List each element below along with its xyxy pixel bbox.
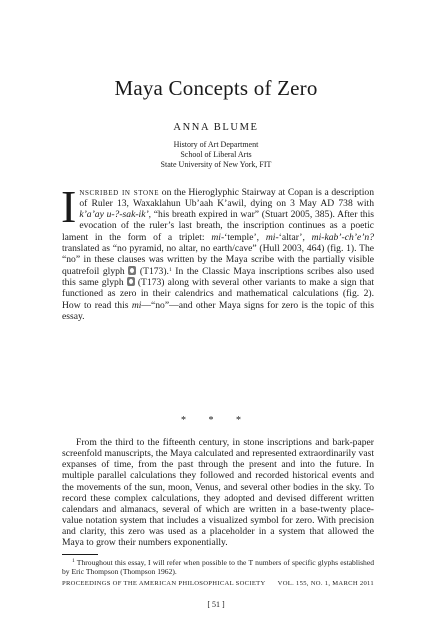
quatrefoil-glyph-icon	[127, 277, 135, 286]
italic-maya-word: mi	[131, 299, 142, 311]
text-run: —“no”—and other Maya signs for zero is the topic of this essay.	[62, 299, 374, 322]
affiliation-school: School of Liberal Arts	[180, 150, 252, 159]
italic-maya-phrase: k’a’ay u-?-sak-ik’,	[79, 209, 152, 221]
journal-name: PROCEEDINGS OF THE AMERICAN PHILOSOPHICAL SOCIETY	[62, 580, 266, 587]
lead-in-smallcaps: nscribed in stone	[79, 187, 160, 198]
page-number: [ 51 ]	[207, 600, 225, 609]
text-run: ‘altar’,	[278, 231, 312, 243]
drop-cap: I	[61, 181, 77, 232]
italic-maya-word: mi-	[265, 231, 279, 243]
italic-maya-word: mi-	[211, 231, 225, 243]
italic-maya-word: mi-kab’-ch’e’n?	[311, 231, 374, 243]
text-run: translated as “no pyramid, no altar, no earth/cave” (Hull 2003, 464) (fig. 1). The “no” in these clauses was written by the Maya scribe with the partially visible quatrefoil glyph	[62, 242, 374, 278]
footnote-text: Throughout this essay, I will refer when possible to the T numbers of specific glyphs established by Eric Thompson (Thompson 1962).	[62, 558, 374, 576]
affiliation-university: State University of New York, FIT	[160, 160, 272, 169]
opening-paragraph	[61, 181, 375, 322]
footnote	[62, 557, 374, 576]
affiliation-department: History of Art Department	[173, 140, 259, 149]
author-name: ANNA BLUME	[173, 122, 259, 133]
text-run: ‘temple’,	[224, 231, 266, 243]
footnote-reference: 1	[168, 267, 172, 274]
running-footer	[62, 580, 374, 587]
footnote-rule	[62, 554, 98, 555]
article-title: Maya Concepts of Zero	[114, 76, 318, 100]
section-separator: * * *	[181, 415, 251, 426]
second-paragraph: From the third to the fifteenth century, in stone inscriptions and bark-paper screenfold manuscripts, the Maya calculated and represented extraordinarily vast expanses of time, from the past through the present and into the future. In multiple parallel calculations they followed and recorded historical events and the movements of the sun, moon, Venus, and several other bodies in the sky. To record these complex calculations, they adopted and devised different written calendars and almanacs, several of which are written in a base-twenty place-value notation system that includes a visualized symbol for zero. With precision and clarity, this zero was used as a placeholder in a system that allowed the Maya to grow their numbers exponentially.	[62, 437, 374, 549]
text-run: on the Hieroglyphic Stairway at Copan is a description of Ruler 13, Waxaklahun Ub’aah K’awil, dying on 3 May AD 738 with	[79, 187, 374, 210]
text-run: (T173) along with several other variants to make a sign that functioned as zero in their calendrics and mathematical calculations (fig. 2). How to read this	[62, 277, 375, 311]
volume-info: VOL. 155, NO. 1, MARCH 2011	[277, 580, 374, 587]
text-run: In the Classic Maya inscriptions scribes also used this same glyph	[62, 266, 375, 289]
footnote-mark: 1	[72, 558, 75, 564]
quatrefoil-glyph-icon	[128, 266, 136, 275]
text-run: (T173).	[136, 266, 169, 278]
text-run: “his breath expired in war” (Stuart 2005, 385). After this evocation of the ruler’s last breath, the inscription continues as a poetic lament in the form of a triplet:	[62, 209, 374, 243]
